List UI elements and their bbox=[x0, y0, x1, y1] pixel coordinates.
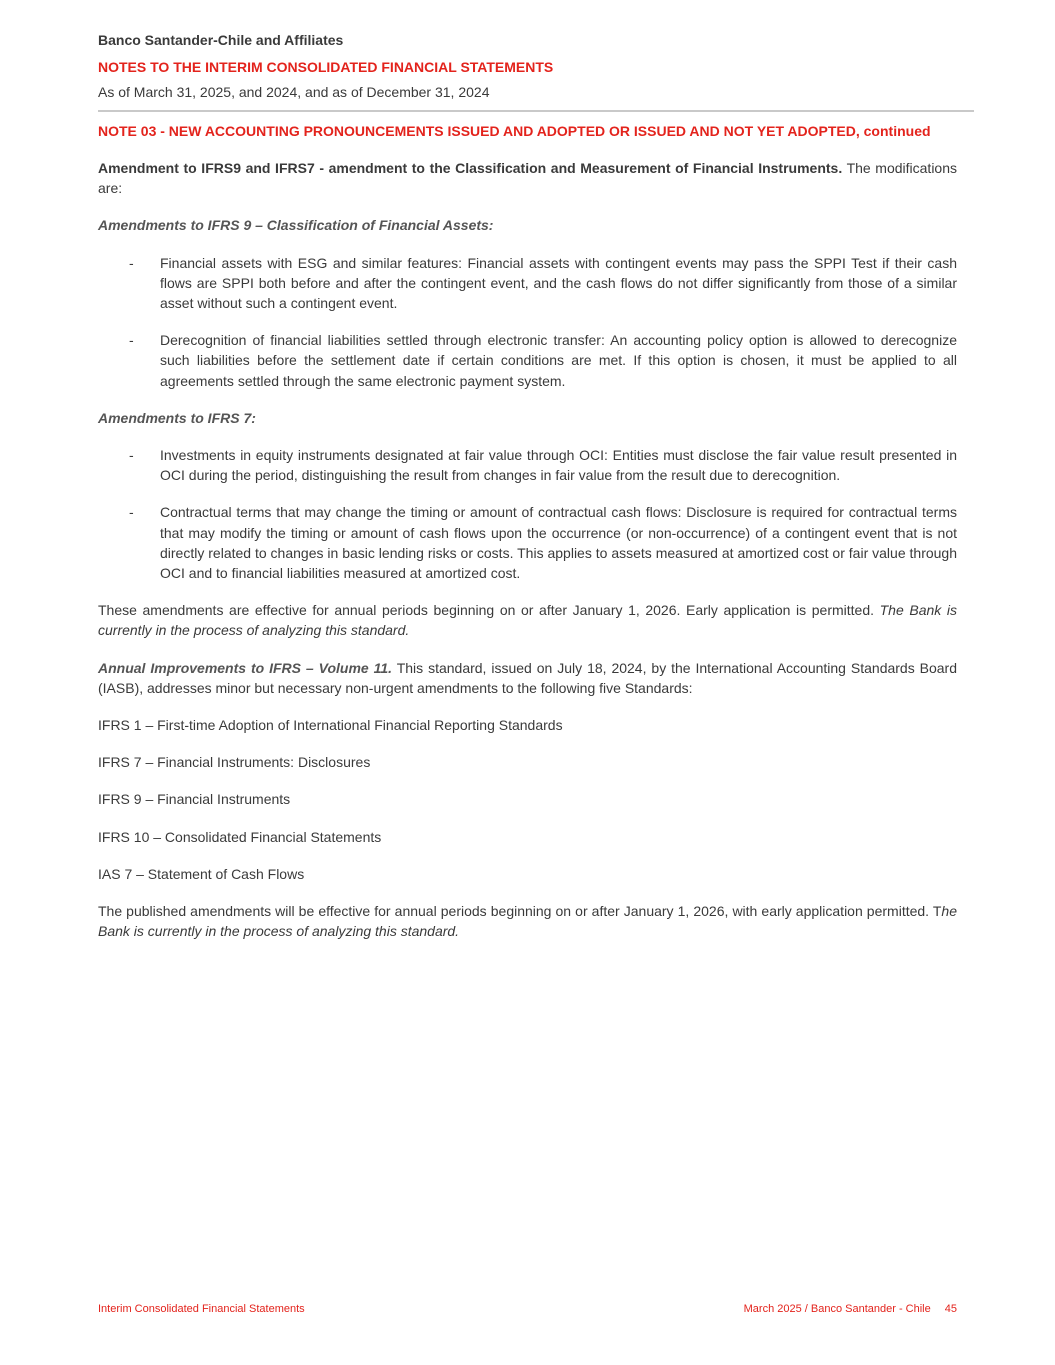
standard-item: IFRS 10 – Consolidated Financial Statements bbox=[98, 828, 382, 845]
annual-improvements-text: This standard, issued on July 18, 2024, by the International Accounting Standards Board (IASB), addresses minor but necessary non-urgent amendments to the following five Standards: bbox=[98, 659, 957, 696]
company-name: Banco Santander-Chile and Affiliates bbox=[98, 32, 344, 48]
list-item-text: Investments in equity instruments designated at fair value through OCI: Entities must disclose the fair value result presented in OCI during the period, distinguishing the result from changes in fair value from the result due to derecognition. bbox=[160, 447, 957, 484]
list-item bbox=[98, 253, 957, 314]
ifrs7-heading-paragraph bbox=[98, 408, 957, 428]
standard-item: IAS 7 – Statement of Cash Flows bbox=[98, 865, 305, 882]
page-number: 45 bbox=[944, 1303, 957, 1315]
list-item-text: Contractual terms that may change the timing or amount of contractual cash flows: Disclosure is required for contractual terms that may modify the timing or amount of cash flows upon the occurrence (or non-occurrence) of a contingent event that is not directly related to changes in basic lending risks or costs. This applies to assets measured at amortized cost or fair value through OCI and to financial liabilities measured at amortized cost. bbox=[160, 504, 957, 582]
ifrs9-list bbox=[98, 253, 957, 391]
standard-item: IFRS 9 – Financial Instruments bbox=[98, 791, 291, 808]
ifrs9-heading: Amendments to IFRS 9 – Classification of Financial Assets: bbox=[98, 217, 494, 234]
intro-paragraph bbox=[98, 158, 957, 198]
dash-bullet: - bbox=[129, 254, 134, 271]
note-title: NOTE 03 - NEW ACCOUNTING PRONOUNCEMENTS ISSUED AND ADOPTED OR ISSUED AND NOT YET ADOPTED, continued bbox=[98, 123, 931, 139]
ifrs7-heading: Amendments to IFRS 7: bbox=[98, 409, 256, 426]
dash-bullet: - bbox=[129, 447, 134, 464]
standard-item: IFRS 7 – Financial Instruments: Disclosures bbox=[98, 754, 371, 771]
ifrs9-heading-paragraph bbox=[98, 215, 957, 235]
closing-paragraph bbox=[98, 901, 957, 941]
footer-left: Interim Consolidated Financial Statements bbox=[98, 1303, 305, 1315]
dash-bullet: - bbox=[129, 332, 134, 349]
footer-right bbox=[744, 1302, 957, 1316]
ifrs7-list bbox=[98, 445, 957, 583]
list-item bbox=[98, 330, 957, 391]
annual-improvements-paragraph bbox=[98, 658, 957, 698]
header-divider bbox=[98, 110, 974, 112]
closing-text: The published amendments will be effective for annual periods beginning on or after January 1, 2026, with early application permitted. T bbox=[98, 903, 942, 920]
effective-text: These amendments are effective for annual periods beginning on or after January 1, 2026. Early application is permitted. bbox=[98, 602, 880, 619]
effective-italic: The Bank is currently in the process of analyzing this standard. bbox=[98, 602, 957, 639]
list-item-text: Derecognition of financial liabilities settled through electronic transfer: An accounting policy option is allowed to derecognize such liabilities before the settlement date if certain conditions are met. If this option is chosen, it must be applied to all agreements settled through the same electronic payment system. bbox=[160, 332, 957, 389]
document-page bbox=[98, 30, 957, 941]
closing-italic: he Bank is currently in the process of analyzing this standard. bbox=[98, 903, 957, 940]
standard-item: IFRS 1 – First-time Adoption of International Financial Reporting Standards bbox=[98, 717, 563, 734]
list-item-text: Financial assets with ESG and similar features: Financial assets with contingent events may pass the SPPI Test if their cash flows are SPPI both before and after the contingent event, and the cash flows do not differ significantly from those of a similar asset without such a contingent event. bbox=[160, 254, 957, 312]
intro-text: The modifications are: bbox=[98, 160, 957, 197]
intro-heading: Amendment to IFRS9 and IFRS7 - amendment to the Classification and Measurement of Financial Instruments. bbox=[98, 160, 843, 176]
document-title: NOTES TO THE INTERIM CONSOLIDATED FINANCIAL STATEMENTS bbox=[98, 59, 554, 75]
effective-paragraph bbox=[98, 600, 957, 640]
date-line: As of March 31, 2025, and 2024, and as of December 31, 2024 bbox=[98, 84, 490, 100]
list-item bbox=[98, 502, 957, 583]
footer-right-text: March 2025 / Banco Santander - Chile bbox=[743, 1303, 931, 1315]
annual-improvements-heading: Annual Improvements to IFRS – Volume 11. bbox=[98, 659, 393, 676]
dash-bullet: - bbox=[129, 504, 134, 521]
list-item bbox=[98, 445, 957, 485]
